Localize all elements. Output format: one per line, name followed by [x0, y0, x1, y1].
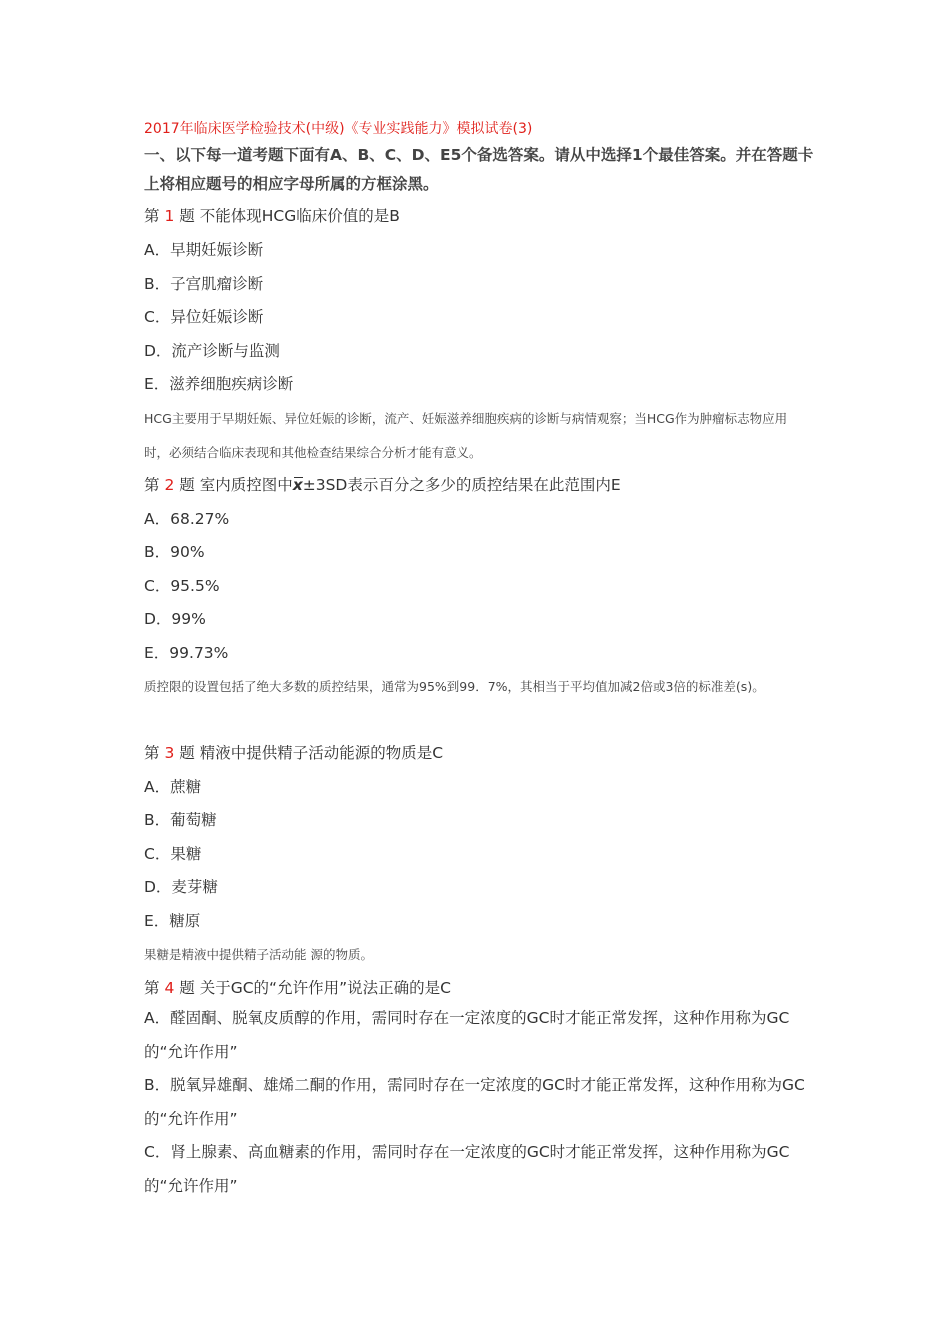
question-number: 4: [164, 979, 175, 997]
question-prefix: 第: [144, 744, 160, 762]
option-a: A．68.27%: [144, 510, 230, 528]
question-1-explanation: HCG主要用于早期妊娠、异位妊娠的诊断，流产、妊娠滋养细胞疾病的诊断与病情观察；当HCG作为肿瘤标志物应用时，必须结合临床表现和其他检查结果综合分析才能有意义。: [144, 411, 788, 460]
question-number: 3: [164, 744, 175, 762]
document-title: 2017年临床医学检验技术(中级)《专业实践能力》模拟试卷(3): [144, 121, 533, 137]
question-3-stem: [144, 741, 443, 763]
question-number: 1: [164, 207, 175, 225]
option-b: B．子宫肌瘤诊断: [144, 275, 264, 293]
option-e: E．99.73%: [144, 644, 229, 662]
option-c: C．95.5%: [144, 577, 220, 595]
option-e: E．糖原: [144, 912, 201, 930]
question-prefix: 第: [144, 979, 160, 997]
question-text: 关于GC的“允许作用”说法正确的是C: [199, 979, 451, 997]
option-a: A．早期妊娠诊断: [144, 241, 264, 259]
question-number: 2: [164, 476, 175, 494]
question-text: 不能体现HCG临床价值的是B: [199, 207, 400, 225]
x-bar-symbol: x: [292, 476, 303, 494]
option-b: B．脱氧异雄酮、雄烯二酮的作用，需同时存在一定浓度的GC时才能正常发挥，这种作用称为GC的“允许作用”: [144, 1076, 805, 1128]
question-4-stem: [144, 976, 451, 998]
option-a: A．蔗糖: [144, 778, 202, 796]
question-1-stem: [144, 204, 400, 226]
option-d: D．99%: [144, 610, 206, 628]
option-d: D．流产诊断与监测: [144, 342, 280, 360]
option-b: B．葡萄糖: [144, 811, 217, 829]
question-suffix: 题: [179, 207, 195, 225]
option-c: C．肾上腺素、高血糖素的作用，需同时存在一定浓度的GC时才能正常发挥，这种作用称为GC的“允许作用”: [144, 1143, 790, 1195]
question-suffix: 题: [179, 744, 195, 762]
question-text-after: ±3SD表示百分之多少的质控结果在此范围内E: [302, 476, 621, 494]
question-2-explanation: 质控限的设置包括了绝大多数的质控结果，通常为95%到99．7%，其相当于平均值加减2倍或3倍的标准差(s)。: [144, 679, 765, 694]
option-b: B．90%: [144, 543, 205, 561]
section-heading: 一、以下每一道考题下面有A、B、C、D、E5个备选答案。请从中选择1个最佳答案。并在答题卡上将相应题号的相应字母所属的方框涂黑。: [144, 146, 814, 193]
question-text: 精液中提供精子活动能源的物质是C: [199, 744, 444, 762]
question-text-before: 室内质控图中: [199, 476, 293, 494]
option-a: A．醛固酮、脱氧皮质醇的作用，需同时存在一定浓度的GC时才能正常发挥，这种作用称为GC的“允许作用”: [144, 1009, 790, 1061]
question-3-explanation: 果糖是精液中提供精子活动能 源的物质。: [144, 947, 373, 962]
option-c: C．异位妊娠诊断: [144, 308, 264, 326]
question-suffix: 题: [179, 476, 195, 494]
question-suffix: 题: [179, 979, 195, 997]
option-e: E．滋养细胞疾病诊断: [144, 375, 294, 393]
question-prefix: 第: [144, 476, 160, 494]
question-2-stem: [144, 473, 621, 495]
question-prefix: 第: [144, 207, 160, 225]
option-d: D．麦芽糖: [144, 878, 218, 896]
option-c: C．果糖: [144, 845, 202, 863]
